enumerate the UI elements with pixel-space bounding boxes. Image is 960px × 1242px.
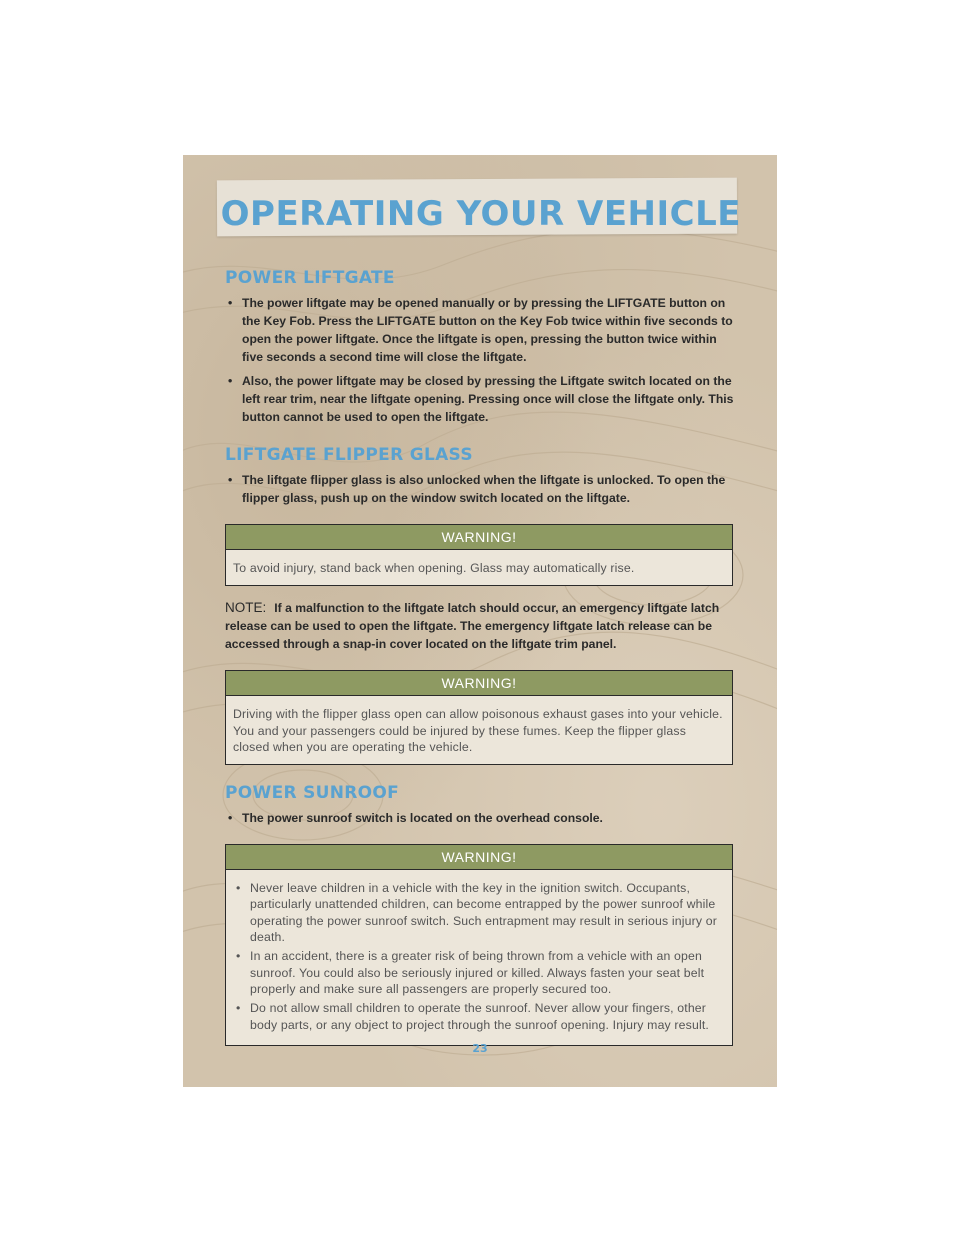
warning-title: WARNING! [226, 525, 732, 550]
page-content [225, 268, 735, 1046]
power-liftgate-list [225, 294, 735, 426]
power-sunroof-list [225, 809, 735, 827]
warning-box-sunroof [225, 844, 733, 1046]
heading-power-sunroof: POWER SUNROOF [225, 783, 400, 804]
heading-power-liftgate: POWER LIFTGATE [225, 268, 395, 288]
manual-page [183, 155, 777, 1087]
warning-box-exhaust [225, 670, 733, 765]
list-item: • The liftgate flipper glass is also unlocked when the liftgate is unlocked. To open the flipper glass, push up on the window switch located on the liftgate. [225, 471, 735, 507]
warning-list-item: • Do not allow small children to operate the sunroof. Never allow your fingers, other body parts, or any object to project through the sunroof opening. Injury may result. [233, 1000, 724, 1033]
warning-title: WARNING! [226, 845, 732, 870]
list-item: • Also, the power liftgate may be closed by pressing the Liftgate switch located on the left rear trim, near the liftgate opening. Pressing once will close the liftgate only. This button cannot be used to open the liftgate. [225, 372, 735, 426]
warning-body [226, 870, 732, 1045]
flipper-glass-list [225, 471, 735, 507]
note-label: NOTE: [225, 600, 267, 616]
note-text: If a malfunction to the liftgate latch should occur, an emergency liftgate latch release can be used to open the liftgate. The emergency liftgate latch release can be accessed through a snap-in cover located on the liftgate trim panel. [225, 601, 720, 652]
page-number: 23 [472, 1042, 488, 1055]
note-paragraph [225, 599, 735, 653]
warning-list [233, 880, 724, 1033]
warning-box-flipper-glass [225, 524, 733, 586]
list-item: • The power sunroof switch is located on the overhead console. [225, 809, 735, 827]
warning-text: Driving with the flipper glass open can allow poisonous exhaust gases into your vehicle. You and your passengers could be injured by these fumes. Keep the flipper glass closed when you are operating the vehicle. [233, 707, 723, 754]
warning-text: To avoid injury, stand back when opening. Glass may automatically rise. [233, 561, 635, 575]
warning-list-item: • In an accident, there is a greater risk of being thrown from a vehicle with an open sunroof. You could also be seriously injured or killed. Always fasten your seat belt properly and make sure all passengers are properly secured too. [233, 948, 724, 997]
list-item: • The power liftgate may be opened manually or by pressing the LIFTGATE button on the Key Fob. Press the LIFTGATE button on the Key Fob twice within five seconds to open the power liftgate. Once the liftgate is open, pressing the button twice within five seconds a second time will close the liftgate. [225, 294, 735, 366]
page-title: OPERATING YOUR VEHICLE [220, 194, 741, 234]
warning-title: WARNING! [226, 671, 732, 696]
heading-liftgate-flipper-glass: LIFTGATE FLIPPER GLASS [225, 445, 473, 465]
warning-list-item: • Never leave children in a vehicle with the key in the ignition switch. Occupants, particularly unattended children, can become entrapped by the power sunroof while operating the power sunroof switch. Such entrapment may result in serious injury or death. [233, 880, 724, 945]
